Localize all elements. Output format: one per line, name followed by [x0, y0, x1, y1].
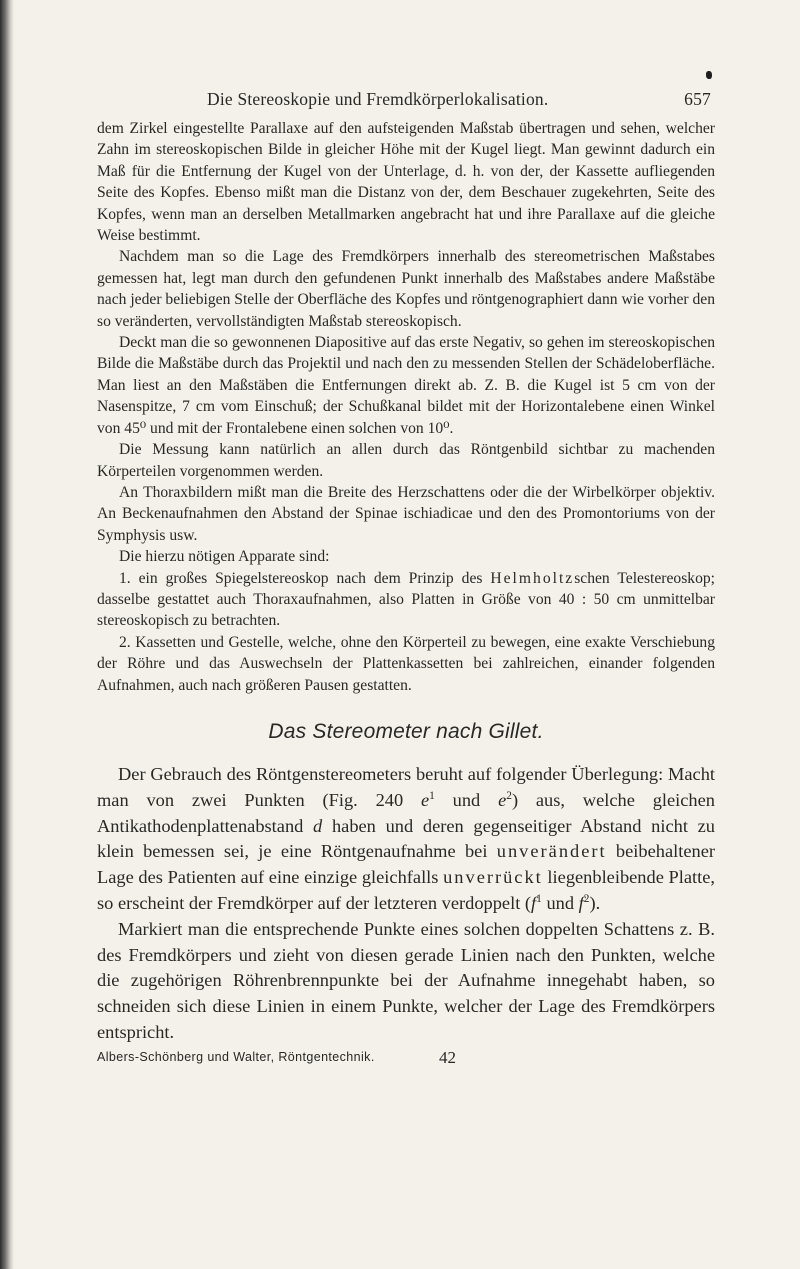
- paragraph: Nachdem man so die Lage des Fremdkörpers innerhalb des stereometrischen Maßstabes gemessen hat, legt man durch den gefundenen Punkt innerhalb des Maßstabes andere Maßstäbe nach jeder beliebigen Stelle der Oberfläche des Kopfes und röntgenographiert dann wie vorher den so veränderten, vervollständigten Maßstab stereoskopisch.: [97, 248, 715, 330]
- book-page: [97, 86, 715, 1068]
- paragraph: Die hierzu nötigen Apparate sind:: [119, 548, 330, 566]
- book-binding-shadow: [0, 0, 14, 1269]
- paragraph: dem Zirkel eingestellte Parallaxe auf den aufsteigenden Maßstab übertragen und sehen, welcher Zahn im stereoskopischen Bilde in gleicher Höhe mit der Kugel liegt. Man gewinnt dadurch ein Maß für die Entfernung der Kugel von der Unterlage, d. h. von der, der Kassette aufliegenden Seite des Kopfes. Ebenso mißt man die Distanz von der, dem Beschauer zugekehrten, Seite des Kopfes, wenn man an derselben Metallmarken angebracht hat und ihre Parallaxe auf die gleiche Weise bestimmt.: [97, 120, 715, 245]
- page-footer: [97, 1048, 715, 1068]
- signature-mark: 42: [439, 1047, 456, 1067]
- ink-mark: [706, 71, 712, 79]
- paragraph: Markiert man die entsprechende Punkte eines solchen doppelten Schattens z. B. des Fremdkörpers und zieht von diesen gerade Linien nach den Punkten, welche die zugehörigen Röhrenbrennpunkte bei der Aufnahme innegehabt haben, so schneiden sich diese Linien in einem Punkte, welcher der Lage des Fremdkörpers entspricht.: [97, 918, 715, 1042]
- paragraph: Der Gebrauch des Röntgenstereometers beruht auf folgender Überlegung: Macht man von zwei Punkten (Fig. 240 $e^1$ und $e^2$) aus, welche gleichen Antikathodenplattenabstand d haben und deren gegenseitiger Abstand nicht zu klein bemessen sei, je eine Röntgenaufnahme bei unverändert beibehaltener Lage des Patienten auf eine einzige gleichfalls unverrückt liegenbleibende Platte, so erscheint der Fremdkörper auf der letzteren verdoppelt ($f^1$ und $f^2$).: [97, 763, 715, 913]
- list-item: 1. ein großes Spiegelstereoskop nach dem Prinzip des Helmholtzschen Telestereoskop; dasselbe gestattet auch Thoraxaufnahmen, also Platten in Größe von 40 : 50 cm unmittelbar stereoskopisch zu betrachten.: [97, 569, 715, 630]
- apparatus-list: [97, 568, 715, 696]
- paragraph: An Thoraxbildern mißt man die Breite des Herzschattens oder die der Wirbelkörper objektiv. An Beckenaufnahmen den Abstand der Spinae ischiadicae und den des Promontoriums von der Symphysis usw.: [97, 483, 715, 544]
- large-print-text: [97, 762, 715, 1046]
- footer-authors: Albers-Schönberg und Walter, Röntgentechnik.: [97, 1049, 375, 1064]
- name-helmholtz: Helmholtz: [490, 569, 575, 587]
- paragraph: Deckt man die so gewonnenen Diapositive auf das erste Negativ, so gehen im stereoskopischen Bilde die Maßstäbe durch das Projektil und nach den zu messenden Stellen der Schädeloberfläche. Man liest an den Maßstäben die Entfernungen direkt ab. Z. B. die Kugel ist 5 cm von der Nasenspitze, 7 cm vom Einschuß; der Schußkanal bildet mit der Horizontalebene einen Winkel von 45⁰ und mit der Frontalebene einen solchen von 10⁰.: [97, 334, 715, 437]
- page-number: 657: [684, 89, 711, 109]
- running-head: [97, 86, 715, 116]
- paragraph: Die Messung kann natürlich an allen durch das Röntgenbild sichtbar zu machenden Körperteilen vorgenommen werden.: [97, 441, 715, 480]
- running-head-title: Die Stereoskopie und Fremdkörperlokalisation.: [207, 89, 549, 109]
- section-heading: Das Stereometer nach Gillet.: [268, 719, 544, 743]
- small-print-text: [97, 118, 715, 696]
- list-item: 2. Kassetten und Gestelle, welche, ohne den Körperteil zu bewegen, eine exakte Verschiebung der Röhre und das Auswechseln der Plattenkassetten bei zahlreichen, einander folgenden Aufnahmen, auch nach größeren Pausen gestatten.: [97, 633, 715, 694]
